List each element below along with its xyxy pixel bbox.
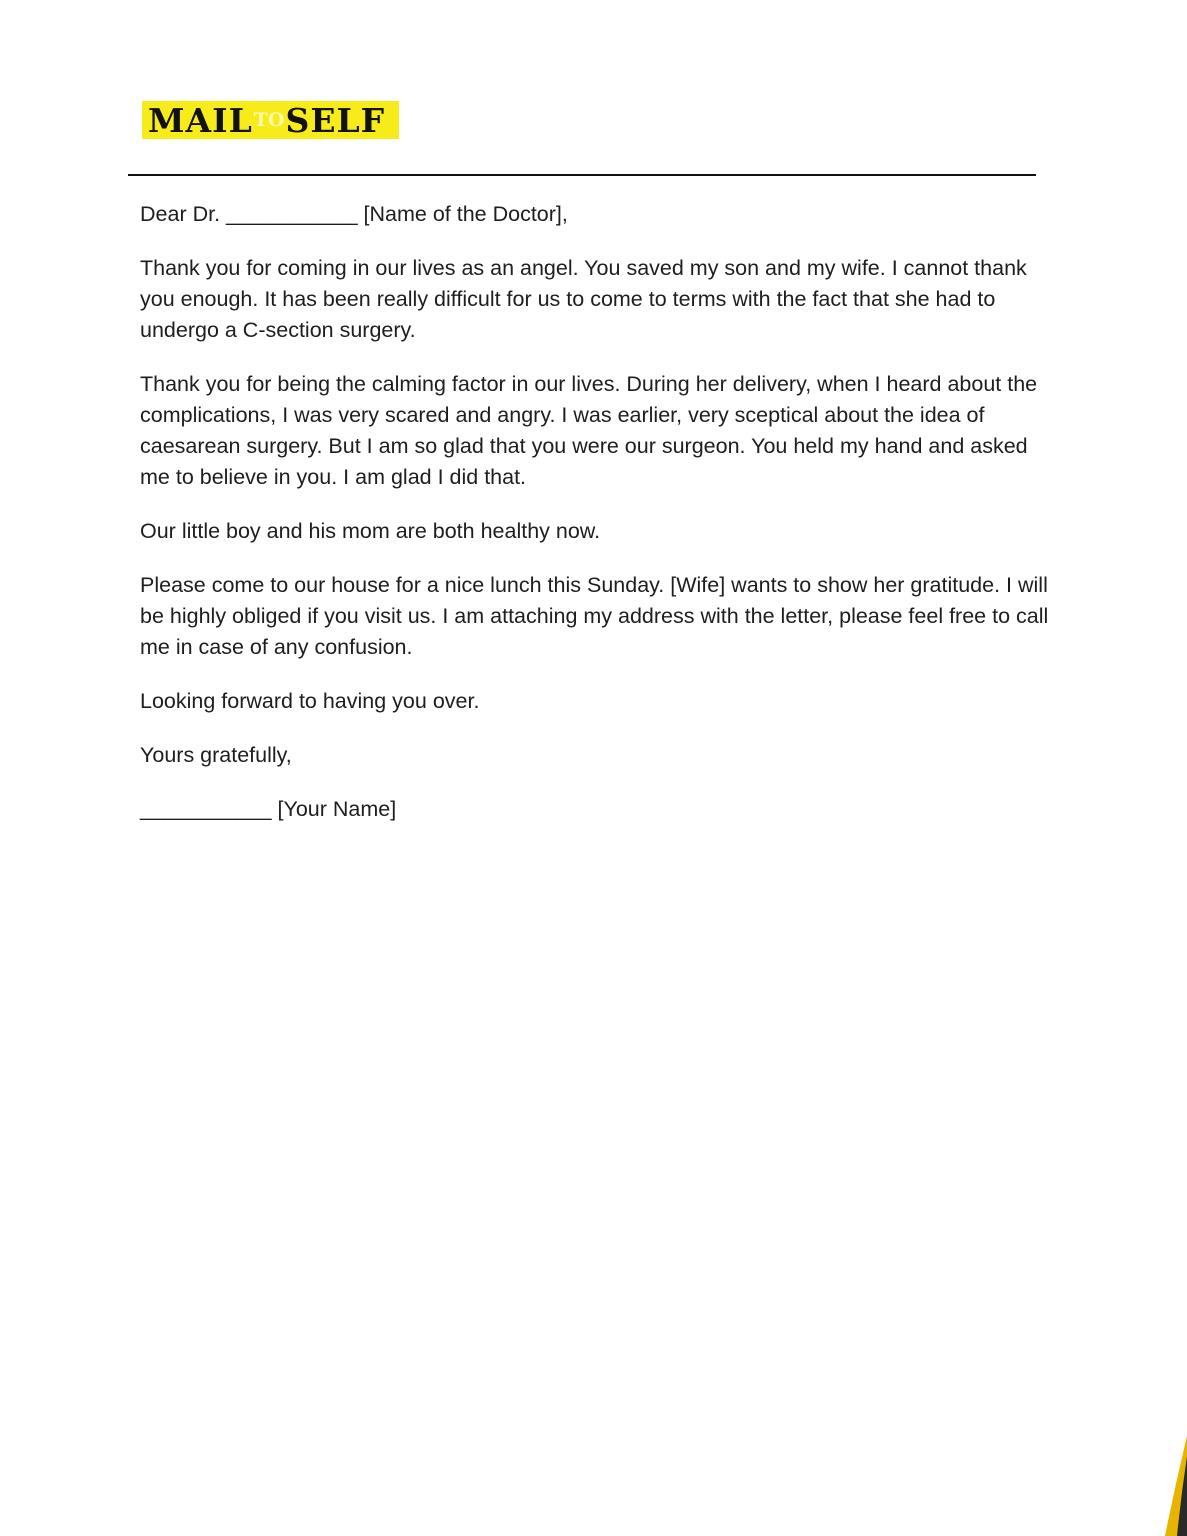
logo-mail-text: MAIL [148,100,253,140]
letter-closing: Yours gratefully, [140,743,292,767]
letter-paragraph-3: Our little boy and his mom are both healthy now. [140,519,601,543]
letter-salutation: Dear Dr. ___________ [Name of the Doctor], [140,202,568,226]
letter-paragraph-2: Thank you for being the calming factor in our lives. During her delivery, when I heard about the complications, I was very scared and angry. I was earlier, very sceptical about the idea of caesarean surgery. But I am so glad that you were our surgeon. You held my hand and asked me to believe in you. I am glad I did that. [140,372,1038,489]
mailtoself-logo [142,101,399,139]
corner-decoration [1147,1436,1187,1536]
letter-body [140,199,1060,848]
letter-signature: ___________ [Your Name] [140,797,397,821]
logo-self-text: SELF [285,100,386,140]
letter-paragraph-4: Please come to our house for a nice lunch this Sunday. [Wife] wants to show her gratitude. I will be highly obliged if you visit us. I am attaching my address with the letter, please feel free to call me in case of any confusion. [140,573,1049,659]
letter-paragraph-5: Looking forward to having you over. [140,689,480,713]
letter-paragraph-1: Thank you for coming in our lives as an angel. You saved my son and my wife. I cannot thank you enough. It has been really difficult for us to come to terms with the fact that she had to undergo a C-section surgery. [140,256,1027,342]
header-divider [128,174,1036,176]
logo-to-text: TO [253,108,285,131]
